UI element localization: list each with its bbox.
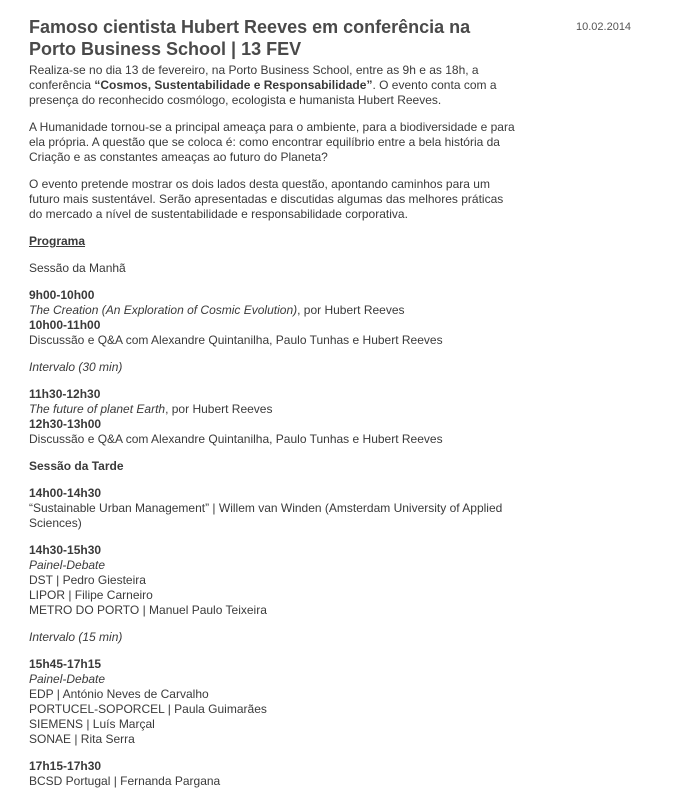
session-time: 11h30-12h30 <box>29 387 101 401</box>
session-speaker: , por Hubert Reeves <box>297 303 405 317</box>
intervalo: Intervalo (15 min) <box>29 630 123 644</box>
tarde-label: Sessão da Tarde <box>29 459 124 473</box>
session-desc: Discussão e Q&A com Alexandre Quintanilha, Paulo Tunhas e Hubert Reeves <box>29 432 443 446</box>
panelist: SIEMENS | Luís Marçal <box>29 717 155 731</box>
panelist: LIPOR | Filipe Carneiro <box>29 588 153 602</box>
panelist: BCSD Portugal | Fernanda Pargana <box>29 774 221 788</box>
article <box>29 16 519 789</box>
intervalo: Intervalo (30 min) <box>29 360 123 374</box>
session-title: The future of planet Earth <box>29 402 166 416</box>
manha-label: Sessão da Manhã <box>29 261 126 275</box>
panelist: PORTUCEL-SOPORCEL | Paula Guimarães <box>29 702 267 716</box>
session-desc <box>29 402 519 417</box>
panelist: DST | Pedro Giesteira <box>29 573 146 587</box>
session-time: 14h00-14h30 <box>29 486 102 500</box>
session-desc <box>29 303 519 318</box>
paragraph-2: A Humanidade tornou-se a principal ameaça para o ambiente, para a biodiversidade e para ela própria. A questão que se coloca é: como encontrar equilíbrio entre a bela história da Criação e as constantes ameaças ao futuro do Planeta? <box>29 120 515 164</box>
session-title: The Creation (An Exploration of Cosmic Evolution) <box>29 303 298 317</box>
session-type: Painel-Debate <box>29 672 106 686</box>
panelist: METRO DO PORTO | Manuel Paulo Teixeira <box>29 603 267 617</box>
panelist: EDP | António Neves de Carvalho <box>29 687 209 701</box>
article-date: 10.02.2014 <box>576 21 632 33</box>
session-desc: “Sustainable Urban Management” | Willem van Winden (Amsterdam University of Applied Sciences) <box>29 501 503 530</box>
session-type: Painel-Debate <box>29 558 106 572</box>
intro-paragraph <box>29 63 519 108</box>
panelist: SONAE | Rita Serra <box>29 732 135 746</box>
session-time: 9h00-10h00 <box>29 288 95 302</box>
session-time: 12h30-13h00 <box>29 417 102 431</box>
programa-heading: Programa <box>29 234 86 248</box>
conference-name: “Cosmos, Sustentabilidade e Responsabilidade” <box>94 78 373 92</box>
article-body <box>29 63 519 789</box>
session-time: 17h15-17h30 <box>29 759 102 773</box>
paragraph-3: O evento pretende mostrar os dois lados desta questão, apontando caminhos para um futuro mais sustentável. Serão apresentadas e discutidas algumas das melhores práticas do mercado a nível de sustentabilidade e responsabilidade corporativa. <box>29 177 504 221</box>
session-speaker: , por Hubert Reeves <box>165 402 273 416</box>
session-desc: Discussão e Q&A com Alexandre Quintanilha, Paulo Tunhas e Hubert Reeves <box>29 333 443 347</box>
intro-text-post: . O evento conta com a presença do reconhecido cosmólogo, ecologista e humanista Hubert Reeves. <box>29 78 497 107</box>
session-time: 14h30-15h30 <box>29 543 102 557</box>
session-time: 15h45-17h15 <box>29 657 102 671</box>
article-title: Famoso cientista Hubert Reeves em conferência na Porto Business School | 13 FEV <box>29 17 471 59</box>
session-time: 10h00-11h00 <box>29 318 101 332</box>
intro-text-pre: Realiza-se no dia 13 de fevereiro, na Porto Business School, entre as 9h e as 18h, a conferência <box>29 63 479 92</box>
